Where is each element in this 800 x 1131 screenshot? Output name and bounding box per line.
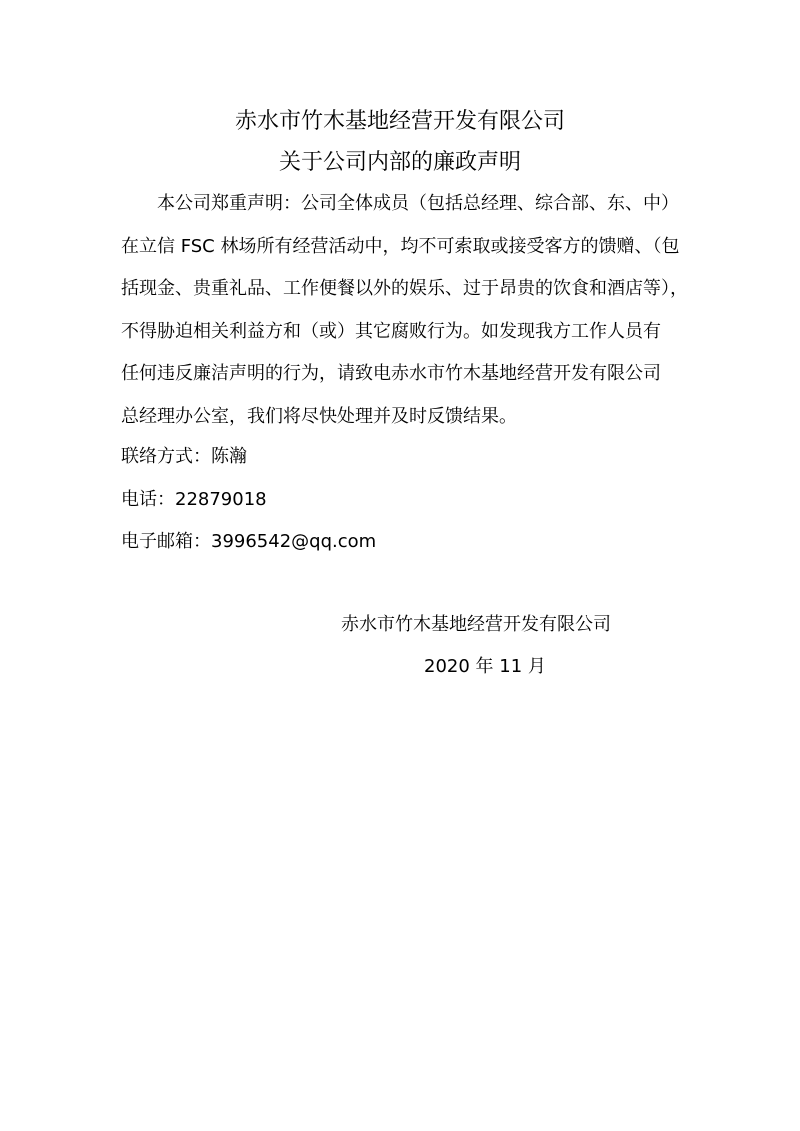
contact-person-label: 联络方式：: [121, 446, 211, 467]
body-line: 在立信 FSC 林场所有经营活动中，均不可索取或接受客方的馈赠、（包: [121, 235, 680, 257]
contact-phone-row: [121, 485, 267, 511]
body-line: 总经理办公室，我们将尽快处理并及时反馈结果。: [121, 405, 517, 427]
document-title-declaration: 关于公司内部的廉政声明: [278, 150, 521, 175]
body-line: 任何违反廉洁声明的行为，请致电赤水市竹木基地经营开发有限公司: [121, 363, 661, 384]
declaration-body: [121, 183, 691, 438]
contact-phone-label: 电话：: [121, 489, 175, 510]
contact-person-row: [121, 442, 247, 468]
contact-phone-number: 22879018: [175, 489, 267, 510]
body-line: 括现金、贵重礼品、工作便餐以外的娱乐、过于昂贵的饮食和酒店等），: [121, 278, 688, 299]
signature-company: 赤水市竹木基地经营开发有限公司: [341, 614, 611, 635]
body-line: 本公司郑重声明：公司全体成员（包括总经理、综合部、东、中）: [157, 193, 679, 214]
contact-email-label: 电子邮箱：: [121, 531, 211, 552]
body-line: 不得胁迫相关利益方和（或）其它腐败行为。如发现我方工作人员有: [121, 320, 661, 342]
contact-email-address: 3996542@qq.com: [211, 531, 377, 552]
signature-date: 2020 年 11 月: [424, 656, 546, 677]
contact-email-row: [121, 527, 376, 553]
contact-person-name: 陈瀚: [211, 446, 247, 467]
document-title-company: 赤水市竹木基地经营开发有限公司: [234, 109, 565, 134]
